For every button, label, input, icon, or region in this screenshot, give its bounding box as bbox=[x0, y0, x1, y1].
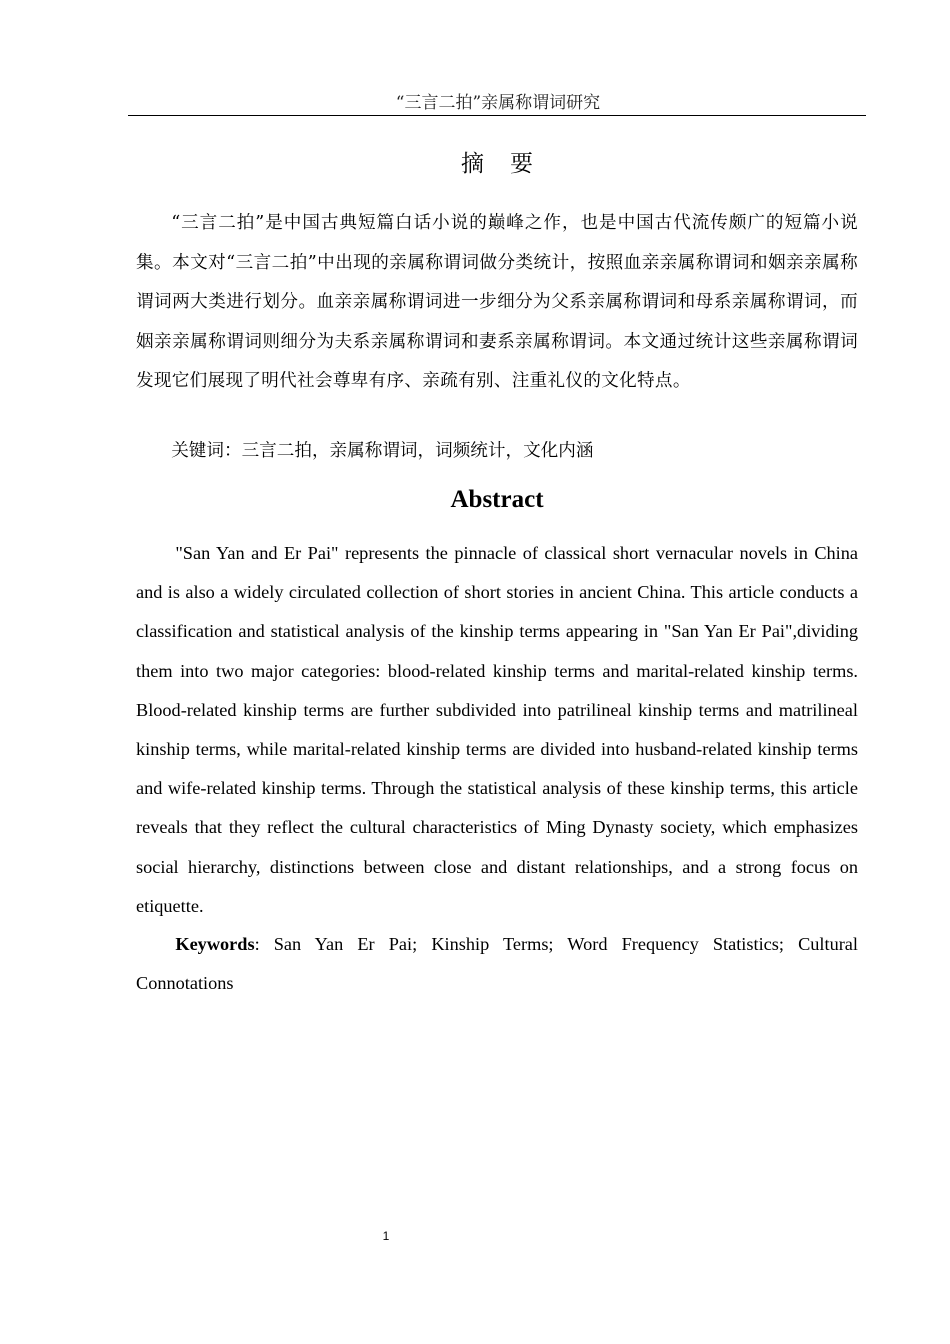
english-abstract-title: Abstract bbox=[450, 486, 544, 513]
english-abstract-body: "San Yan and Er Pai" represents the pinnacle of classical short vernacular novels in China and is also a widely circulated collection of short stories in ancient China. This article conducts a classification and statistical analysis of the kinship terms appearing in "San Yan Er Pai",dividing them into two major categories: blood-related kinship terms and marital-related kinship terms. Blood-related kinship terms are further subdivided into patrilineal kinship terms and matrilineal kinship terms, while marital-related kinship terms are divided into husband-related kinship terms and wife-related kinship terms. Through the statistical analysis of these kinship terms, this article reveals that they reflect the cultural characteristics of Ming Dynasty society, which emphasizes social hierarchy, distinctions between close and distant relationships, and a strong focus on etiquette. bbox=[136, 543, 858, 916]
chinese-keywords-label: 关键词： bbox=[171, 441, 242, 461]
english-keywords-label: Keywords bbox=[175, 934, 255, 954]
english-keywords-text: : San Yan Er Pai; Kinship Terms; Word Frequency Statistics; Cultural Connotations bbox=[136, 934, 858, 994]
chinese-abstract-body: “三言二拍”是中国古典短篇白话小说的巅峰之作，也是中国古代流传颇广的短篇小说集。本文对“三言二拍”中出现的亲属称谓词做分类统计，按照血亲亲属称谓词和姻亲亲属称谓词两大类进行划分。血亲亲属称谓词进一步细分为父系亲属称谓词和母系亲属称谓词，而姻亲亲属称谓词则细分为夫系亲属称谓词和妻系亲属称谓词。本文通过统计这些亲属称谓词发现它们展现了明代社会尊卑有序、亲疏有别、注重礼仪的文化特点。 bbox=[136, 213, 858, 391]
chinese-abstract-title: 摘要 bbox=[461, 151, 559, 177]
english-keywords bbox=[136, 925, 858, 1003]
page-number: 1 bbox=[382, 1229, 390, 1243]
chinese-keywords bbox=[136, 436, 858, 466]
running-header: “三言二拍”亲属称谓词研究 bbox=[395, 93, 601, 113]
header-rule bbox=[128, 115, 866, 116]
chinese-keywords-text: 三言二拍，亲属称谓词，词频统计，文化内涵 bbox=[241, 441, 594, 461]
